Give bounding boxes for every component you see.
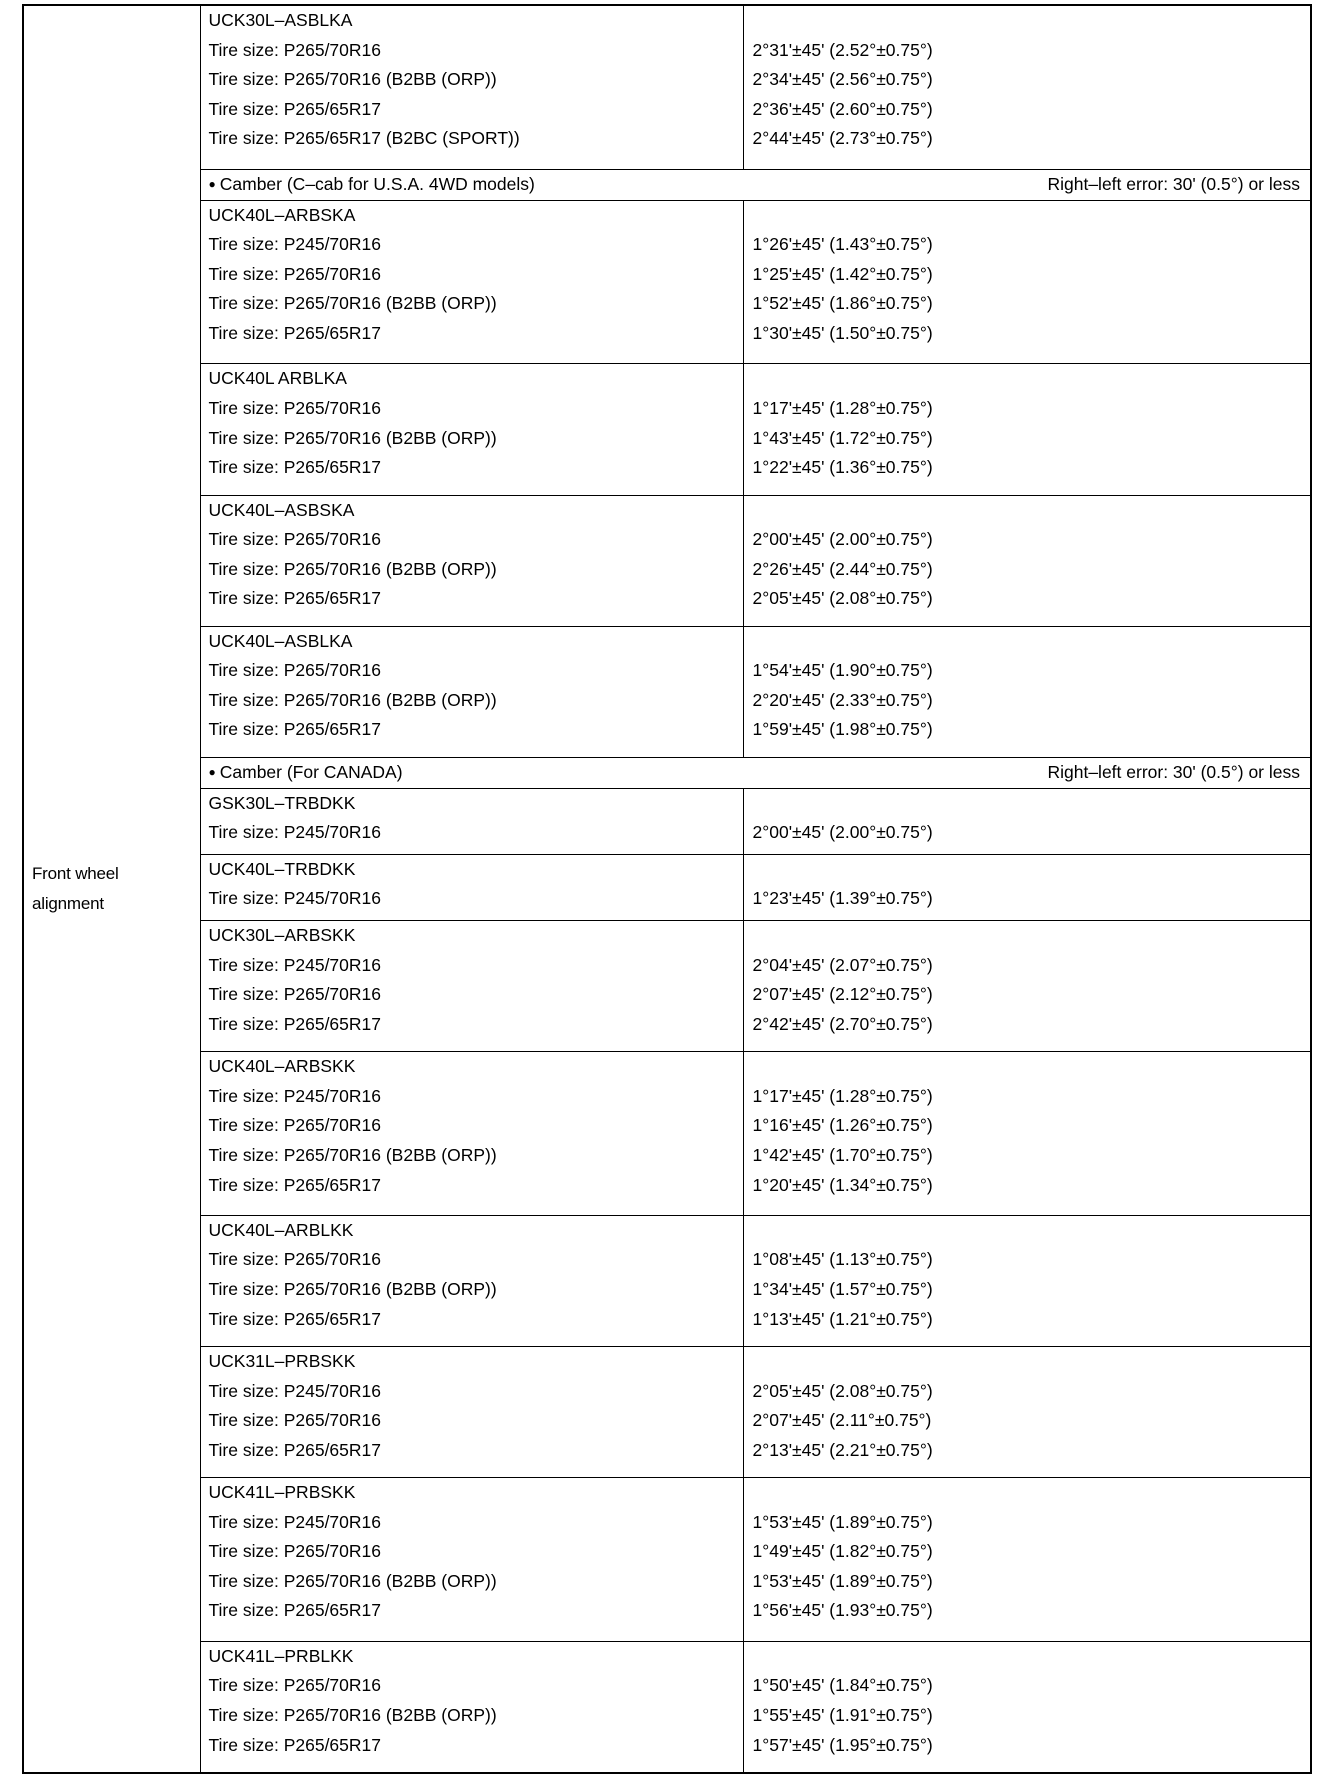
tire-size: Tire size: P245/70R16 (208, 234, 381, 255)
camber-value: 1°17'±45' (1.28°±0.75°) (752, 397, 933, 418)
camber-value: 1°43'±45' (1.72°±0.75°) (752, 427, 933, 448)
tire-size: Tire size: P265/70R16 (B2BB (ORP)) (208, 1278, 497, 1299)
camber-value: 2°31'±45' (2.52°±0.75°) (752, 39, 933, 60)
model-group-row (23, 1215, 1311, 1346)
model-group-row (23, 5, 1311, 169)
tire-size: Tire size: P265/65R17 (208, 1013, 381, 1034)
tire-size: Tire size: P265/70R16 (208, 397, 381, 418)
model-group-row (23, 1052, 1311, 1216)
model-cell (200, 921, 743, 1052)
model-group-row (23, 495, 1311, 626)
camber-value: 1°55'±45' (1.91°±0.75°) (752, 1704, 933, 1725)
value-spacer (744, 1347, 1311, 1377)
spec-table (22, 4, 1312, 1774)
value-cell (743, 364, 1311, 495)
bullet-icon: ● (208, 764, 216, 779)
camber-value: 2°04'±45' (2.07°±0.75°) (752, 954, 933, 975)
value-spacer (744, 201, 1311, 231)
camber-value: 1°59'±45' (1.98°±0.75°) (752, 719, 933, 740)
section-title: Camber (C–cab for U.S.A. 4WD models) (219, 173, 535, 194)
section-title: Camber (For CANADA) (219, 761, 403, 782)
value-spacer (744, 921, 1311, 951)
model-group-row (23, 1478, 1311, 1642)
camber-value: 1°53'±45' (1.89°±0.75°) (752, 1511, 933, 1532)
tire-size: Tire size: P265/65R17 (208, 1439, 381, 1460)
camber-value: 2°36'±45' (2.60°±0.75°) (752, 98, 933, 119)
tire-size: Tire size: P265/70R16 (B2BB (ORP)) (208, 427, 497, 448)
value-cell (743, 626, 1311, 757)
model-group-row (23, 364, 1311, 495)
tire-size: Tire size: P245/70R16 (208, 822, 381, 843)
value-cell (743, 854, 1311, 920)
value-cell (743, 1215, 1311, 1346)
model-code: UCK40L ARBLKA (208, 368, 347, 389)
camber-value: 2°05'±45' (2.08°±0.75°) (752, 588, 933, 609)
tire-size: Tire size: P265/70R16 (208, 529, 381, 550)
value-spacer (744, 496, 1311, 526)
camber-value: 2°13'±45' (2.21°±0.75°) (752, 1439, 933, 1460)
camber-value: 2°26'±45' (2.44°±0.75°) (752, 558, 933, 579)
tire-size: Tire size: P265/70R16 (B2BB (ORP)) (208, 558, 497, 579)
value-cell (743, 921, 1311, 1052)
tire-size: Tire size: P265/70R16 (B2BB (ORP)) (208, 1144, 497, 1165)
value-spacer (744, 6, 1311, 36)
bullet-icon: ● (208, 176, 216, 191)
tire-size: Tire size: P265/65R17 (208, 1734, 381, 1755)
camber-value: 1°57'±45' (1.95°±0.75°) (752, 1734, 933, 1755)
value-cell (743, 1052, 1311, 1216)
tire-size: Tire size: P265/70R16 (208, 660, 381, 681)
tire-size: Tire size: P265/70R16 (208, 1249, 381, 1270)
camber-value: 1°53'±45' (1.89°±0.75°) (752, 1570, 933, 1591)
value-spacer (744, 1052, 1311, 1082)
tire-size: Tire size: P265/65R17 (208, 1600, 381, 1621)
model-cell (200, 1478, 743, 1642)
category-label-line: alignment (32, 894, 104, 913)
value-cell (743, 1346, 1311, 1477)
camber-value: 1°26'±45' (1.43°±0.75°) (752, 234, 933, 255)
model-group-row (23, 1346, 1311, 1477)
tire-size: Tire size: P265/70R16 (B2BB (ORP)) (208, 1570, 497, 1591)
model-code: UCK41L–PRBLKK (208, 1645, 354, 1666)
model-cell (200, 626, 743, 757)
model-code: UCK40L–ASBLKA (208, 630, 353, 651)
model-cell (200, 495, 743, 626)
section-note: Right–left error: 30' (0.5°) or less (1047, 761, 1300, 782)
value-spacer (744, 855, 1311, 885)
camber-value: 1°54'±45' (1.90°±0.75°) (752, 660, 933, 681)
camber-value: 1°25'±45' (1.42°±0.75°) (752, 263, 933, 284)
camber-value: 1°49'±45' (1.82°±0.75°) (752, 1541, 933, 1562)
camber-value: 1°08'±45' (1.13°±0.75°) (752, 1249, 933, 1270)
model-cell (200, 1641, 743, 1773)
model-code: UCK40L–ARBSKK (208, 1056, 356, 1077)
spec-table-body (23, 5, 1311, 1773)
tire-size: Tire size: P265/70R16 (208, 1675, 381, 1696)
section-header-cell (200, 169, 1311, 200)
camber-value: 2°05'±45' (2.08°±0.75°) (752, 1380, 933, 1401)
model-group-row (23, 788, 1311, 854)
model-cell (200, 5, 743, 169)
model-code: UCK31L–PRBSKK (208, 1350, 356, 1371)
model-code: UCK40L–ASBSKA (208, 499, 355, 520)
model-code: UCK30L–ASBLKA (208, 10, 353, 30)
category-label-line: Front wheel (32, 864, 119, 883)
value-cell (743, 788, 1311, 854)
camber-value: 1°20'±45' (1.34°±0.75°) (752, 1174, 933, 1195)
tire-size: Tire size: P265/70R16 (B2BB (ORP)) (208, 1704, 497, 1725)
camber-value: 2°44'±45' (2.73°±0.75°) (752, 128, 933, 149)
model-cell (200, 1052, 743, 1216)
camber-value: 1°52'±45' (1.86°±0.75°) (752, 293, 933, 314)
value-spacer (744, 789, 1311, 819)
tire-size: Tire size: P265/65R17 (208, 1308, 381, 1329)
model-code: UCK41L–PRBSKK (208, 1482, 356, 1503)
category-label (23, 5, 200, 1773)
tire-size: Tire size: P245/70R16 (208, 1380, 381, 1401)
model-code: GSK30L–TRBDKK (208, 792, 356, 813)
tire-size: Tire size: P265/65R17 (208, 323, 381, 344)
tire-size: Tire size: P245/70R16 (208, 1511, 381, 1532)
tire-size: Tire size: P265/65R17 (208, 588, 381, 609)
tire-size: Tire size: P265/70R16 (B2BB (ORP)) (208, 689, 497, 710)
value-cell (743, 495, 1311, 626)
model-cell (200, 1346, 743, 1477)
camber-value: 2°20'±45' (2.33°±0.75°) (752, 689, 933, 710)
camber-value: 2°00'±45' (2.00°±0.75°) (752, 529, 933, 550)
camber-value: 1°17'±45' (1.28°±0.75°) (752, 1085, 933, 1106)
tire-size: Tire size: P265/65R17 (B2BC (SPORT)) (208, 128, 520, 149)
camber-value: 1°16'±45' (1.26°±0.75°) (752, 1115, 933, 1136)
section-note: Right–left error: 30' (0.5°) or less (1047, 173, 1300, 194)
camber-value: 2°42'±45' (2.70°±0.75°) (752, 1013, 933, 1034)
value-spacer (744, 1216, 1311, 1246)
tire-size: Tire size: P265/70R16 (208, 263, 381, 284)
model-group-row (23, 1641, 1311, 1773)
model-code: UCK40L–ARBLKK (208, 1219, 354, 1240)
tire-size: Tire size: P265/70R16 (B2BB (ORP)) (208, 293, 497, 314)
model-group-row (23, 626, 1311, 757)
value-spacer (744, 627, 1311, 657)
tire-size: Tire size: P265/70R16 (208, 984, 381, 1005)
camber-value: 1°13'±45' (1.21°±0.75°) (752, 1308, 933, 1329)
camber-value: 1°50'±45' (1.84°±0.75°) (752, 1675, 933, 1696)
model-cell (200, 854, 743, 920)
tire-size: Tire size: P265/70R16 (208, 39, 381, 60)
model-group-row (23, 921, 1311, 1052)
value-cell (743, 5, 1311, 169)
value-spacer (744, 1642, 1311, 1672)
model-code: UCK40L–ARBSKA (208, 204, 356, 225)
tire-size: Tire size: P245/70R16 (208, 1085, 381, 1106)
camber-value: 2°34'±45' (2.56°±0.75°) (752, 69, 933, 90)
model-cell (200, 788, 743, 854)
camber-value: 2°07'±45' (2.12°±0.75°) (752, 984, 933, 1005)
value-spacer (744, 1478, 1311, 1508)
model-group-row (23, 200, 1311, 364)
tire-size: Tire size: P265/70R16 (208, 1541, 381, 1562)
tire-size: Tire size: P265/70R16 (208, 1115, 381, 1136)
tire-size: Tire size: P265/70R16 (208, 1410, 381, 1431)
camber-value: 2°00'±45' (2.00°±0.75°) (752, 822, 933, 843)
tire-size: Tire size: P245/70R16 (208, 888, 381, 909)
section-header-row (23, 169, 1311, 200)
model-cell (200, 200, 743, 364)
camber-value: 2°07'±45' (2.11°±0.75°) (752, 1410, 932, 1431)
value-cell (743, 1641, 1311, 1773)
tire-size: Tire size: P265/65R17 (208, 719, 381, 740)
value-cell (743, 1478, 1311, 1642)
camber-value: 1°23'±45' (1.39°±0.75°) (752, 888, 933, 909)
model-cell (200, 364, 743, 495)
tire-size: Tire size: P265/65R17 (208, 98, 381, 119)
section-header-row (23, 757, 1311, 788)
tire-size: Tire size: P265/65R17 (208, 1174, 381, 1195)
camber-value: 1°30'±45' (1.50°±0.75°) (752, 323, 933, 344)
tire-size: Tire size: P245/70R16 (208, 954, 381, 975)
value-spacer (744, 364, 1311, 394)
tire-size: Tire size: P265/70R16 (B2BB (ORP)) (208, 69, 497, 90)
camber-value: 1°22'±45' (1.36°±0.75°) (752, 457, 933, 478)
tire-size: Tire size: P265/65R17 (208, 457, 381, 478)
camber-value: 1°56'±45' (1.93°±0.75°) (752, 1600, 933, 1621)
section-header-cell (200, 757, 1311, 788)
model-group-row (23, 854, 1311, 920)
model-cell (200, 1215, 743, 1346)
camber-value: 1°34'±45' (1.57°±0.75°) (752, 1278, 933, 1299)
model-code: UCK40L–TRBDKK (208, 858, 356, 879)
model-code: UCK30L–ARBSKK (208, 925, 356, 945)
value-cell (743, 200, 1311, 364)
camber-value: 1°42'±45' (1.70°±0.75°) (752, 1144, 933, 1165)
